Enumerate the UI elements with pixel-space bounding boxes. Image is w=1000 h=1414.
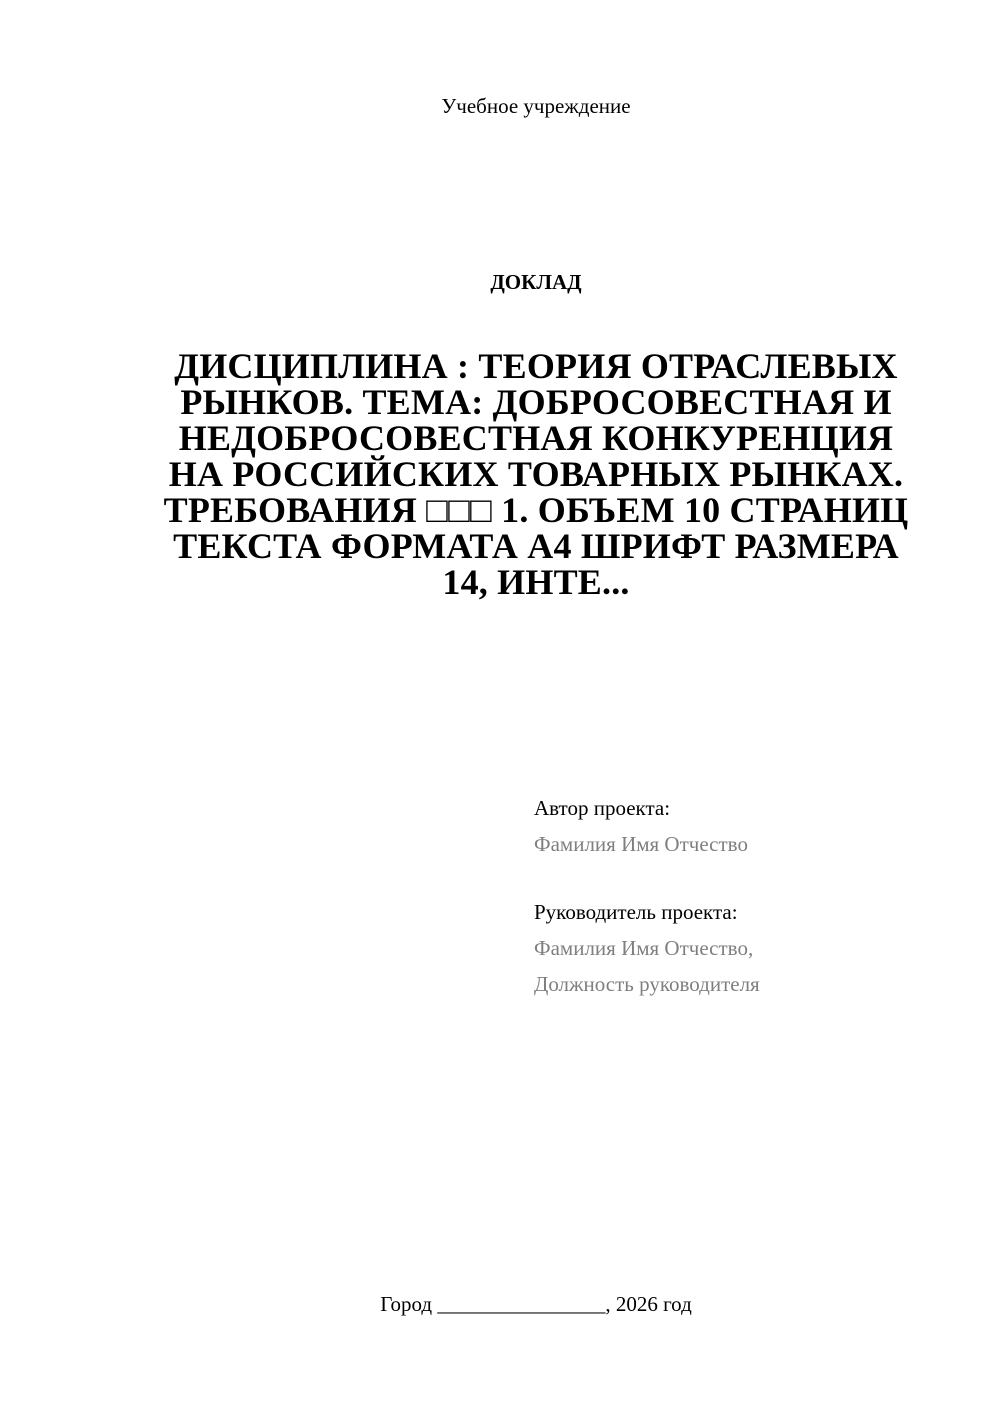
author-label: Автор проекта: [534,796,671,820]
supervisor-position: Должность руководителя [534,972,760,996]
supervisor-label: Руководитель проекта: [534,900,738,924]
city-year-line: Город ________________, 2026 год [380,1292,692,1316]
institution-name: Учебное учреждение [441,94,631,118]
supervisor-name: Фамилия Имя Отчество, [534,936,754,960]
document-title: ДИСЦИПЛИНА : ТЕОРИЯ ОТРАСЛЕВЫХ РЫНКОВ. ТЕМА: ДОБРОСОВЕСТНАЯ И НЕДОБРОСОВЕСТНАЯ КОНКУРЕНЦИЯ НА РОССИЙСКИХ ТОВАРНЫХ РЫНКАХ. ТРЕБОВАНИЯ □□□ 1. ОБЪЕМ 10 СТРАНИЦ ТЕКСТА ФОРМАТА А4 ШРИФТ РАЗМЕРА 14, ИНТЕ... [163,346,909,602]
document-type: ДОКЛАД [490,270,582,294]
author-name: Фамилия Имя Отчество [534,832,748,856]
credits-block [534,790,974,1002]
credits-spacer [534,862,974,894]
